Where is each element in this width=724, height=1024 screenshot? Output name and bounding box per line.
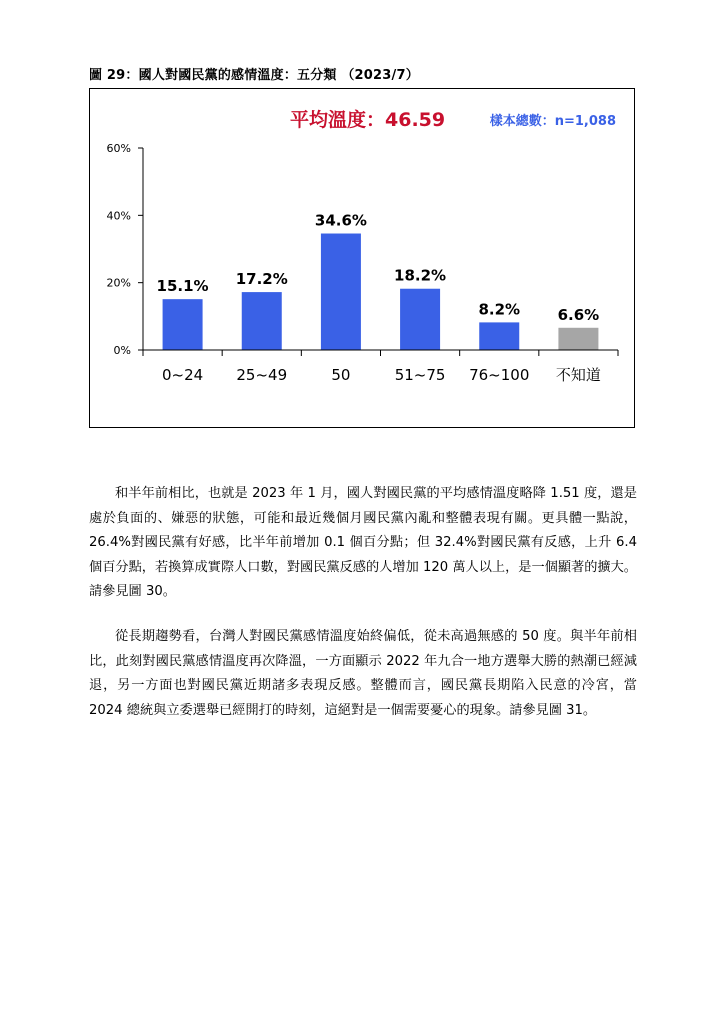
- x-tick-label: 不知道: [555, 366, 601, 384]
- y-tick-label: 40%: [106, 209, 131, 223]
- data-label: 15.1%: [156, 277, 209, 296]
- bar-category-1: [242, 292, 282, 350]
- x-tick-label: 76~100: [469, 366, 530, 384]
- data-label: 34.6%: [314, 211, 367, 230]
- y-tick-label: 20%: [106, 276, 131, 290]
- bar-category-2: [321, 234, 361, 350]
- x-tick-label: 25~49: [236, 366, 288, 384]
- x-axis: [143, 350, 618, 384]
- chart-title: 平均溫度：46.59: [290, 109, 446, 131]
- bar-category-0: [163, 299, 203, 350]
- y-tick-label: 60%: [106, 142, 131, 155]
- x-tick-label: 51~75: [394, 366, 446, 384]
- x-tick-label: 0~24: [161, 366, 204, 384]
- bar-category-4: [479, 322, 519, 350]
- x-tick-label: 50: [331, 366, 351, 384]
- y-axis: [107, 142, 143, 357]
- sample-size-note: 樣本總數：n=1,088: [489, 114, 616, 129]
- bars: [157, 212, 600, 350]
- bar-chart: [90, 89, 636, 429]
- y-tick-label: 0%: [113, 344, 131, 357]
- data-label: 17.2%: [235, 270, 288, 289]
- body-paragraph-2: 從長期趨勢看，台灣人對國民黨感情溫度始終偏低，從未高過無感的 50 度。與半年前相比，此刻對國民黨感情溫度再次降溫，一方面顯示 2022 年九合一地方選舉大勝的熱潮已經減退，另一方面也對國民黨近期諸多表現反感。整體而言，國民黨長期陷入民意的冷宮，當 2024 總統與立委選舉已經開打的時刻，這絕對是一個需要憂心的現象。請參見圖 31。: [89, 629, 637, 718]
- data-label: 18.2%: [394, 266, 447, 285]
- data-label: 6.6%: [557, 305, 600, 324]
- data-label: 8.2%: [478, 300, 521, 319]
- bar-unknown: [558, 328, 598, 350]
- chart-frame: [89, 88, 635, 428]
- body-paragraph-1: 和半年前相比，也就是 2023 年 1 月，國人對國民黨的平均感情溫度略降 1.51 度，還是處於負面的、嫌惡的狀態，可能和最近幾個月國民黨內亂和整體表現有關。更具體一點說，26.4%對國民黨有好感，比半年前增加 0.1 個百分點；但 32.4%對國民黨有反感，上升 6.4 個百分點，若換算成實際人口數，對國民黨反感的人增加 120 萬人以上，是一個顯著的擴大。請參見圖 30。: [89, 486, 637, 599]
- bar-category-3: [400, 289, 440, 350]
- figure-caption: 圖 29：國人對國民黨的感情溫度：五分類 （2023/7）: [89, 68, 419, 83]
